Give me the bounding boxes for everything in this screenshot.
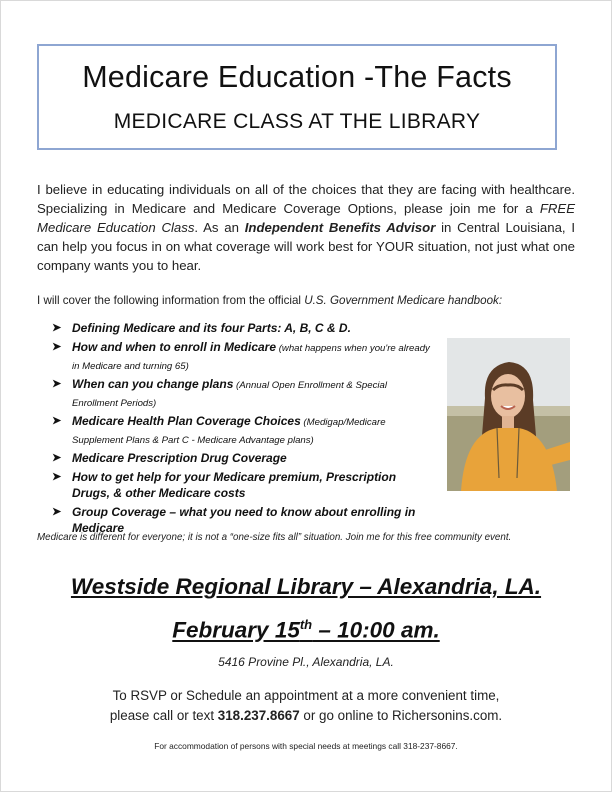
intro-paragraph [37,180,575,275]
intro-free-class: FREE Medicare Education Class [37,201,575,235]
arrow-bullet-icon: ➤ [52,415,62,427]
disclaimer: Medicare is different for everyone; it is not a “one-size fits all” situation. Join me for this free community event. [37,532,512,543]
page-subtitle: MEDICARE CLASS AT THE LIBRARY [113,110,481,133]
advisor-portrait [447,338,570,491]
arrow-bullet-icon: ➤ [52,322,62,334]
intro-advisor-title: Independent Benefits Advisor [244,220,436,235]
title-box [37,44,557,150]
list-item: ➤ How and when to enroll in Medicare (what happens when you're already in Medicare and turning 65) [52,340,430,372]
page-title: Medicare Education -The Facts [82,60,512,94]
arrow-bullet-icon: ➤ [52,341,62,353]
event-date: February 15th – 10:00 am. [172,617,440,643]
rsvp-line-1: To RSVP or Schedule an appointment at a more convenient time, [112,688,500,703]
list-item: ➤ How to get help for your Medicare premium, Prescription Drugs, & other Medicare costs [52,470,397,500]
event-location: Westside Regional Library – Alexandria, LA. [70,574,542,599]
list-item: ➤ Defining Medicare and its four Parts: A, B, C & D. [52,321,351,335]
topic-list [52,320,432,539]
arrow-bullet-icon: ➤ [52,452,62,464]
arrow-bullet-icon: ➤ [52,506,62,518]
intro-text-1: I believe in educating individuals on all of the choices that they are facing with healthcare. Specializing in Medicare and Medicare Coverage Options, please join me for a [37,182,575,216]
intro-text-2: . As an [194,220,245,235]
list-item: ➤ When can you change plans (Annual Open Enrollment & Special Enrollment Periods) [52,377,387,409]
arrow-bullet-icon: ➤ [52,471,62,483]
intro-text-3: in Central Louisiana, I can help you focus in on what coverage will work best for YOUR situation, not just what one company wants you to hear. [37,220,576,273]
cover-lead: I will cover the following information from the official [37,294,305,307]
rsvp-block [0,686,612,726]
cover-handbook: U.S. Government Medicare handbook: [304,294,503,307]
list-item: ➤ Medicare Health Plan Coverage Choices (Medigap/Medicare Supplement Plans & Part C - Medicare Advantage plans) [52,414,386,446]
arrow-bullet-icon: ➤ [52,378,62,390]
phone-number: 318.237.8667 [217,708,300,723]
event-address: 5416 Provine Pl., Alexandria, LA. [218,655,394,669]
accommodation-note: For accommodation of persons with special needs at meetings call 318-237-8667. [154,741,458,751]
cover-intro [37,293,577,308]
list-item: ➤ Group Coverage – what you need to know about enrolling in Medicare [52,505,416,535]
rsvp-line-2: please call or text 318.237.8667 or go online to Richersonins.com. [109,708,503,723]
advisor-photo [447,338,570,491]
list-item: ➤ Medicare Prescription Drug Coverage [52,451,287,465]
